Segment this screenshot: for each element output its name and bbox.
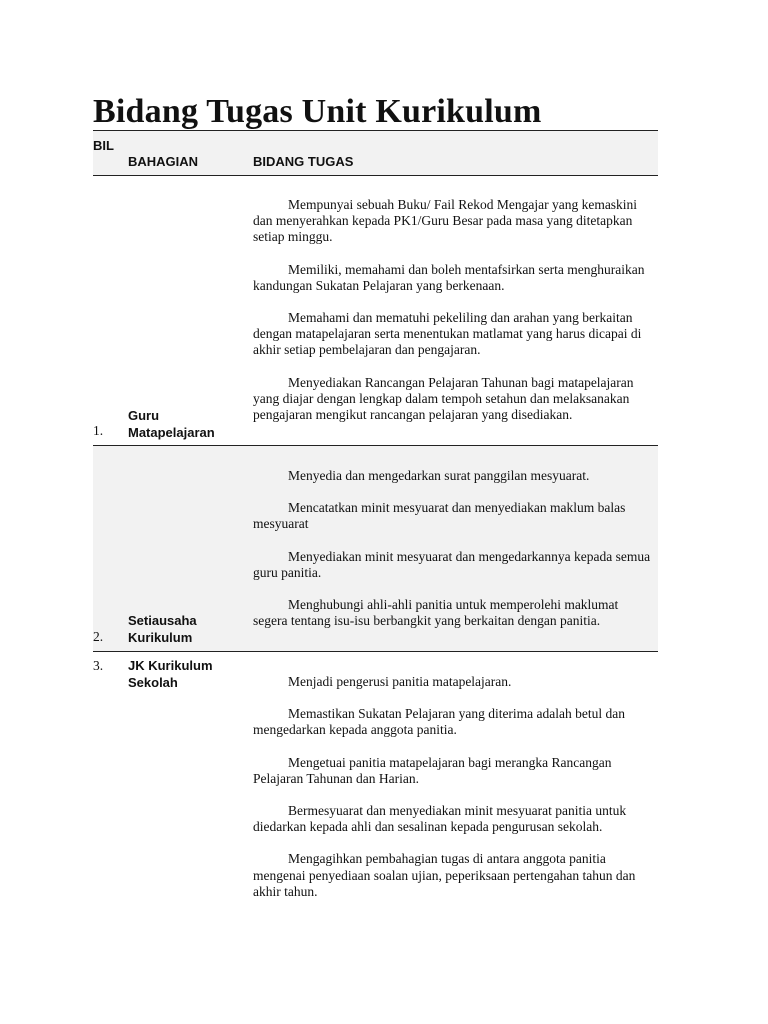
table-row	[93, 652, 658, 952]
header-bahagian: BAHAGIAN	[128, 154, 199, 169]
row-section: Guru Matapelajaran	[128, 408, 215, 440]
task-item: Memahami dan mematuhi pekeliling dan arahan yang berkaitan dengan matapelajaran serta menentukan matlamat yang harus dicapai di akhir setiap pembelajaran dan pengajaran.	[253, 310, 642, 358]
task-item: Menyedia dan mengedarkan surat panggilan mesyuarat.	[288, 468, 590, 483]
row-number: 1.	[93, 423, 104, 438]
task-item: Bermesyuarat dan menyediakan minit mesyuarat panitia untuk diedarkan kepada ahli dan sesalinan kepada pengurusan sekolah.	[253, 803, 627, 835]
task-item: Menyediakan minit mesyuarat dan mengedarkannya kepada semua guru panitia.	[253, 548, 651, 580]
table-header	[93, 131, 658, 176]
task-item: Menyediakan Rancangan Pelajaran Tahunan bagi matapelajaran yang diajar dengan lengkap dalam tempoh setahun dan melaksanakan pengajaran mengikut rancangan pelajaran yang disediakan.	[253, 374, 634, 423]
row-tasks	[253, 674, 655, 916]
task-item: Menghubungi ahli-ahli panitia untuk memperolehi maklumat segera tentang isu-isu berbangkit yang berkaitan dengan panitia.	[253, 597, 619, 629]
row-number: 2.	[93, 629, 104, 644]
task-item: Memiliki, memahami dan boleh mentafsirkan serta menghuraikan kandungan Sukatan Pelajaran yang berkenaan.	[253, 261, 645, 293]
header-bil: BIL	[93, 138, 114, 153]
task-item: Mengetuai panitia matapelajaran bagi merangka Rancangan Pelajaran Tahunan dan Harian.	[253, 754, 612, 786]
task-item: Mempunyai sebuah Buku/ Fail Rekod Mengajar yang kemaskini dan menyerahkan kepada PK1/Guru Besar pada masa yang ditetapkan setiap minggu.	[253, 197, 638, 245]
table-row	[93, 446, 658, 652]
page-title: Bidang Tugas Unit Kurikulum	[93, 93, 542, 130]
task-item: Mencatatkan minit mesyuarat dan menyediakan maklum balas mesyuarat	[253, 500, 626, 532]
row-section: JK Kurikulum Sekolah	[128, 658, 213, 690]
task-item: Memastikan Sukatan Pelajaran yang diterima adalah betul dan mengedarkan kepada anggota panitia.	[253, 706, 626, 738]
row-tasks	[253, 197, 655, 439]
task-item: Mengagihkan pembahagian tugas di antara anggota panitia mengenai penyediaan soalan ujian, peperiksaan pertengahan tahun dan akhir tahun.	[253, 851, 636, 899]
task-item: Menjadi pengerusi panitia matapelajaran.	[288, 674, 512, 689]
row-number: 3.	[93, 658, 104, 673]
table-row	[93, 176, 658, 446]
row-section: Setiausaha Kurikulum	[128, 613, 197, 645]
header-bidang-tugas: BIDANG TUGAS	[253, 154, 354, 169]
row-tasks	[253, 468, 655, 645]
